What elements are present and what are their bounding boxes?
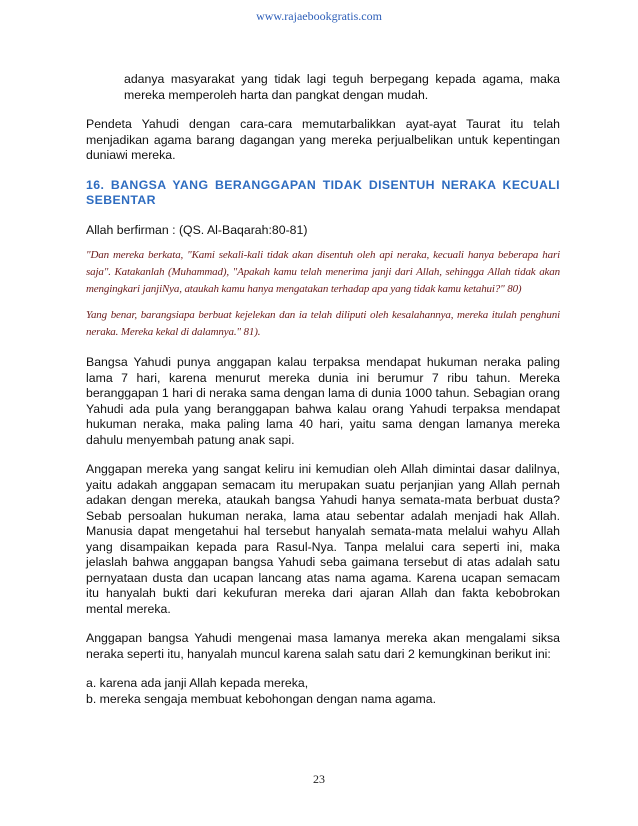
header-url: www.rajaebookgratis.com — [256, 9, 382, 23]
page-content — [86, 72, 560, 707]
reason-list — [86, 676, 560, 707]
list-item: b. mereka sengaja membuat kebohongan dengan nama agama. — [86, 691, 437, 706]
page-number: 23 — [313, 772, 325, 786]
quote-verse-81: Yang benar, barangsiapa berbuat kejelekan dan ia telah diliputi oleh kesalahannya, mereka itulah penghuni neraka. Mereka kekal di dalamnya." 81). — [86, 309, 560, 338]
paragraph-anggapan: Anggapan mereka yang sangat keliru ini kemudian oleh Allah dimintai dasar dalilnya, yaitu adakah anggapan semacam itu merupakan suatu perjanjian yang Allah pernah adakan dengan mereka, ataukah bangsa Yahudi hanya semata-mata berbuat dusta? Sebab persoalan hukuman neraka, lama atau sebentar adalah menjadi hak Allah. Manusia dapat mengetahui hal tersebut hanyalah semata-mata melalui wahyu Allah yang disampaikan kepada para Rasul-Nya. Tanpa melalui cara seperti ini, maka jelaslah bahwa anggapan bangsa Yahudi seba gaimana tersebut di atas adalah satu pernyataan dusta dan ucapan lancang atas nama agama. Karena ucapan semacam itu hanyalah bukti dari kekufuran mereka dari ajaran Allah dan fakta kebobrokan mental mereka. — [86, 462, 560, 616]
allah-firman-line: Allah berfirman : (QS. Al-Baqarah:80-81) — [86, 222, 308, 237]
paragraph-pendeta: Pendeta Yahudi dengan cara-cara memutarbalikkan ayat-ayat Taurat itu telah menjadikan agama barang dagangan yang mereka perjualbelikan untuk kepentingan duniawi mereka. — [86, 117, 560, 162]
paragraph-intro: adanya masyarakat yang tidak lagi teguh berpegang kepada agama, maka mereka memperoleh harta dan pangkat dengan mudah. — [124, 72, 560, 102]
section-heading: 16. BANGSA YANG BERANGGAPAN TIDAK DISENTUH NERAKA KECUALI SEBENTAR — [86, 177, 560, 207]
quote-verse-80: "Dan mereka berkata, "Kami sekali-kali tidak akan disentuh oleh api neraka, kecuali hanya beberapa hari saja". Katakanlah (Muhammad), "Apakah kamu telah menerima janji dari Allah, sehingga Allah tidak akan mengingkari janjiNya, ataukah kamu hanya mengatakan terhadap apa yang tidak kamu ketahui?" 80) — [86, 249, 560, 295]
list-item: a. karena ada janji Allah kepada mereka, — [86, 676, 309, 690]
paragraph-masa-lamanya: Anggapan bangsa Yahudi mengenai masa lamanya mereka akan mengalami siksa neraka seperti itu, hanyalah muncul karena salah satu dari 2 kemungkinan berikut ini: — [86, 631, 560, 661]
paragraph-bangsa-yahudi: Bangsa Yahudi punya anggapan kalau terpaksa mendapat hukuman neraka paling lama 7 hari, karena menurut mereka dunia ini berumur 7 ribu tahun. Mereka beranggapan 1 hari di neraka sama dengan lama di dunia 1000 tahun. Sebagian orang Yahudi ada pula yang beranggapan bahwa kalau orang Yahudi terpaksa mendapat hukuman neraka, maka paling lama 40 hari, yaitu sama dengan lamanya mereka dahulu menyembah patung anak sapi. — [86, 355, 560, 447]
